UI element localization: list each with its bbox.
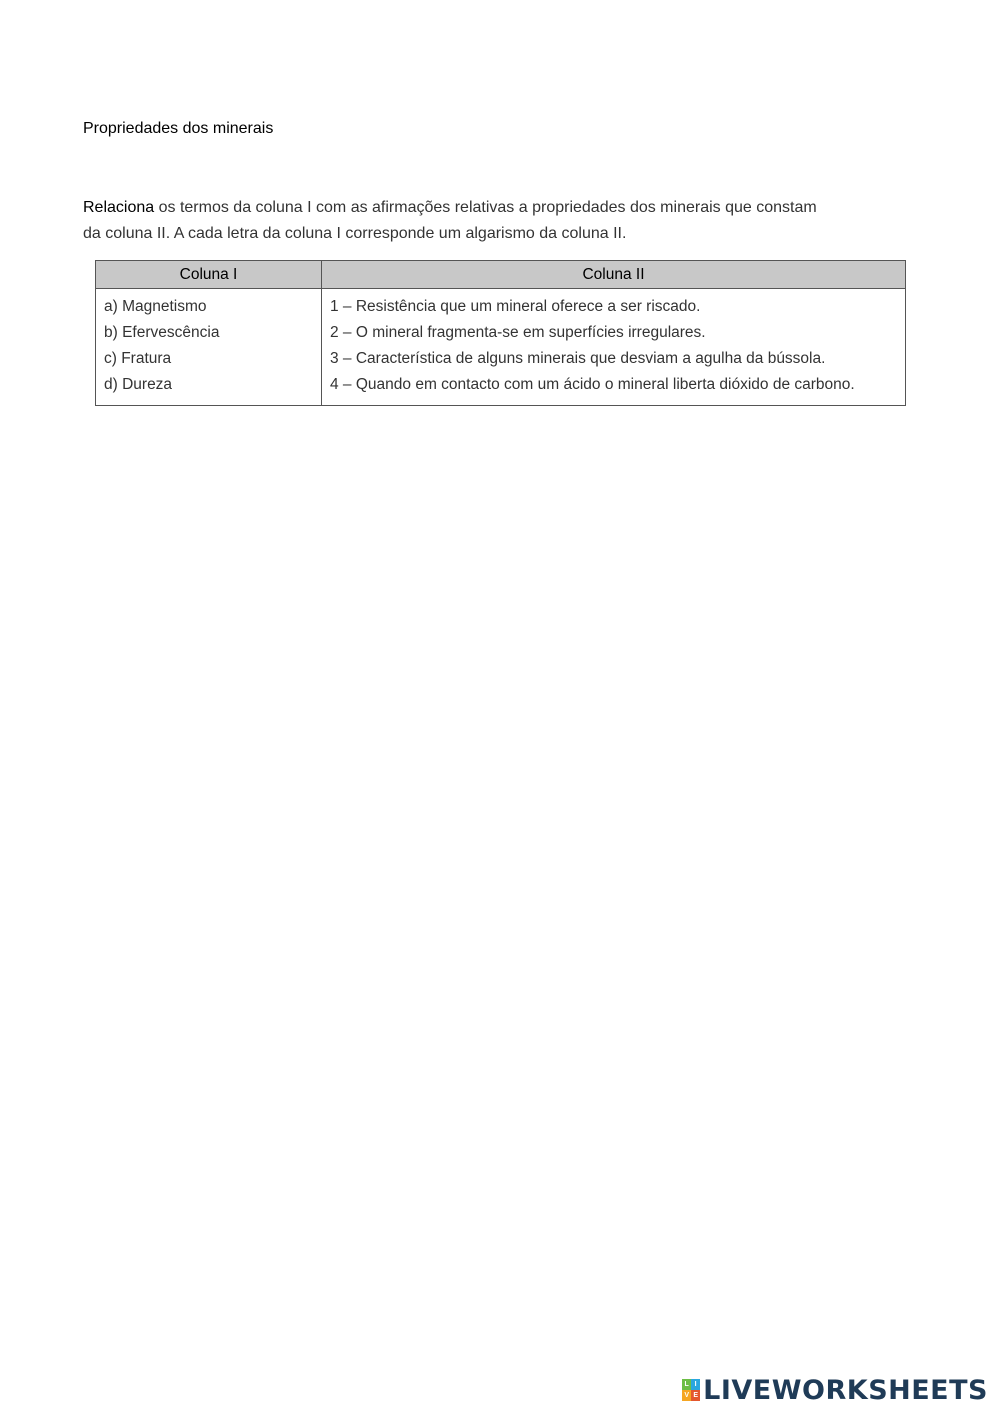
- logo-text: LIVEWORKSHEETS: [703, 1374, 988, 1406]
- column-header-1: Coluna I: [96, 261, 322, 289]
- matching-table: [95, 260, 906, 406]
- column-header-2: Coluna II: [322, 261, 906, 289]
- column-1-cell: [96, 289, 322, 406]
- term-item: b) Efervescência: [104, 324, 220, 341]
- statement-item: 4 – Quando em contacto com um ácido o mineral liberta dióxido de carbono.: [330, 376, 855, 393]
- statement-item: 1 – Resistência que um mineral oferece a ser riscado.: [330, 298, 701, 315]
- liveworksheets-logo: [682, 1376, 988, 1404]
- statement-item: 2 – O mineral fragmenta-se em superfícies irregulares.: [330, 324, 706, 341]
- logo-mark-icon: L I V E: [682, 1379, 700, 1401]
- term-item: d) Dureza: [104, 376, 173, 393]
- instructions: [83, 195, 883, 247]
- instruction-text-line1: os termos da coluna I com as afirmações relativas a propriedades dos minerais que constam: [154, 199, 817, 216]
- term-item: c) Fratura: [104, 350, 172, 367]
- page-title: Propriedades dos minerais: [83, 120, 274, 137]
- instruction-text-line2: da coluna II. A cada letra da coluna I corresponde um algarismo da coluna II.: [83, 225, 627, 242]
- statement-item: 3 – Característica de alguns minerais que desviam a agulha da bússola.: [330, 350, 826, 367]
- column-2-cell: [322, 289, 906, 406]
- term-item: a) Magnetismo: [104, 298, 207, 315]
- instruction-keyword: Relaciona: [83, 199, 155, 216]
